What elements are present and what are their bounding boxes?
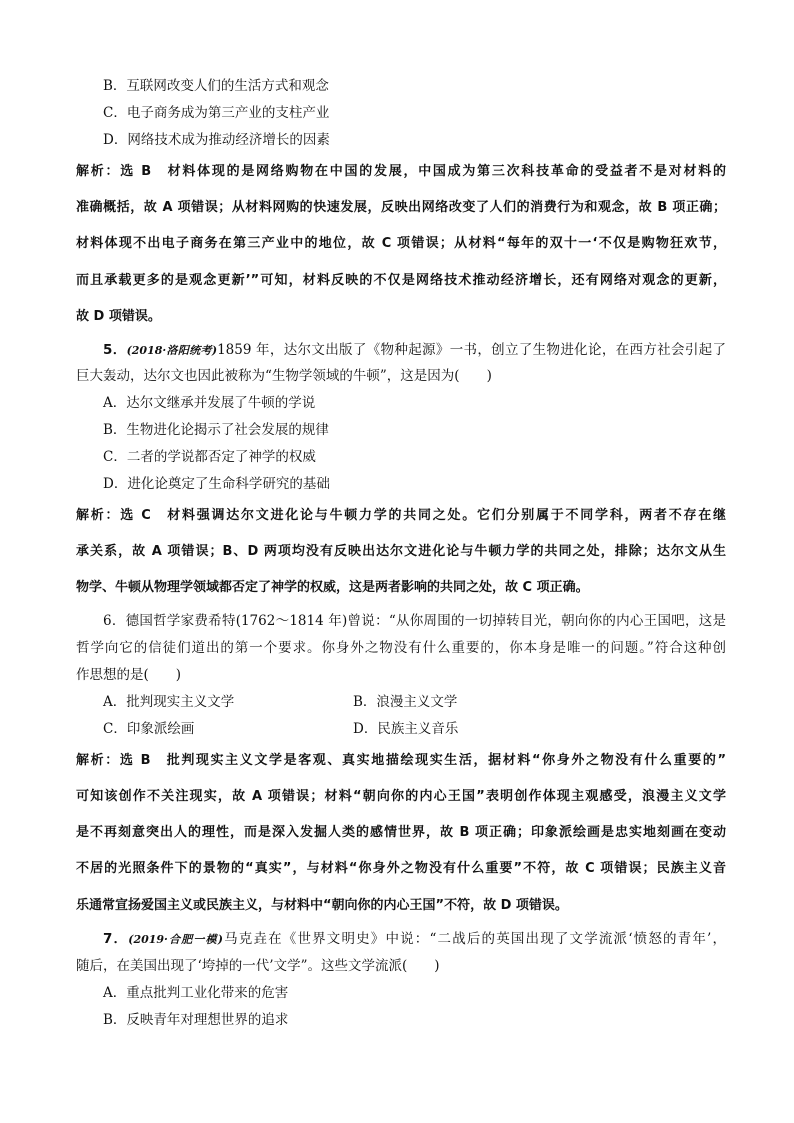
q4-analysis-line-5: 故 D 项错误。 — [76, 309, 161, 324]
q6-analysis-line-3: 是不再刻意突出人的理性，而是深入发掘人类的感情世界，故 B 项正确；印象派绘画是忠实地刻画在变动 — [76, 825, 726, 840]
q5-analysis-line-3: 物学、牛顿从物理学领域都否定了神学的权威，这是两者影响的共同之处，故 C 项正确。 — [76, 580, 589, 595]
q5-stem-line-1 — [103, 341, 726, 360]
q7-source: (2019·合肥一模) — [128, 933, 223, 946]
q5-number: 5． — [103, 342, 127, 358]
q4-option-d: D．网络技术成为推动经济增长的因素 — [103, 132, 330, 148]
q4-analysis-line-1: 解析：选 B 材料体现的是网络购物在中国的发展，中国成为第三次科技革命的受益者不是对材料的 — [76, 164, 726, 179]
q6-option-c: C．印象派绘画 — [103, 721, 195, 737]
q7-stem-line-1 — [103, 930, 726, 949]
q4-option-b: B．互联网改变人们的生活方式和观念 — [103, 78, 329, 94]
q7-option-a: A．重点批判工业化带来的危害 — [103, 985, 289, 1001]
q6-analysis-line-4: 不居的光照条件下的景物的“真实”，与材料“你身外之物没有什么重要”不符，故 C 项错误；民族主义音 — [76, 861, 726, 876]
q6-analysis-line-5: 乐通常宣扬爱国主义或民族主义，与材料中“朝向你的内心王国”不符，故 D 项错误。 — [76, 898, 568, 913]
q4-analysis-line-3: 材料体现不出电子商务在第三产业中的地位，故 C 项错误；从材料“每年的双十一‘不仅是购物狂欢节， — [76, 236, 726, 251]
q4-option-c: C．电子商务成为第三产业的支柱产业 — [103, 105, 330, 121]
q6-stem-line-2: 哲学向它的信徒们道出的第一个要求。你身外之物没有什么重要的，你本身是唯一的问题。”符合这种创 — [76, 640, 726, 656]
q5-analysis-line-1: 解析：选 C 材料强调达尔文进化论与牛顿力学的共同之处。它们分别属于不同学科，两者不存在继 — [76, 508, 726, 523]
q4-analysis-line-4: 而且承载更多的是观念更新’”可知，材料反映的不仅是网络技术推动经济增长，还有网络对观念的更新， — [76, 273, 726, 288]
q7-stem-line-2: 随后，在美国出现了‘垮掉的一代’文学”。这些文学流派( ) — [76, 958, 440, 974]
q7-number: 7． — [103, 931, 129, 947]
q6-option-d: D．民族主义音乐 — [353, 721, 459, 737]
q4-analysis-line-2: 准确概括，故 A 项错误；从材料网购的快速发展，反映出网络改变了人们的消费行为和观念，故 B 项正确； — [76, 200, 726, 215]
q5-option-c: C．二者的学说都否定了神学的权威 — [103, 449, 316, 465]
q5-stem-line-2: 巨大轰动，达尔文也因此被称为“生物学领域的牛顿”，这是因为( ) — [76, 368, 492, 384]
q7-option-b: B．反映青年对理想世界的追求 — [103, 1012, 289, 1028]
q5-analysis-line-2: 承关系，故 A 项错误；B、D 两项均没有反映出达尔文进化论与牛顿力学的共同之处，排除；达尔文从生 — [76, 544, 726, 559]
q5-option-b: B．生物进化论揭示了社会发展的规律 — [103, 422, 329, 438]
q6-option-a: A．批判现实主义文学 — [103, 694, 235, 710]
q6-option-b: B．浪漫主义文学 — [353, 694, 458, 710]
q7-stem-text: 马克垚在《世界文明史》中说：“二战后的英国出现了文学流派‘愤怒的青年’， — [222, 931, 726, 947]
q5-option-d: D．进化论奠定了生命科学研究的基础 — [103, 476, 330, 492]
q5-source: (2018·洛阳统考) — [126, 344, 218, 357]
q5-option-a: A．达尔文继承并发展了牛顿的学说 — [103, 395, 316, 411]
q5-stem-text: 1859 年，达尔文出版了《物种起源》一书，创立了生物进化论，在西方社会引起了 — [217, 342, 726, 358]
q6-analysis-line-1: 解析：选 B 批判现实主义文学是客观、真实地描绘现实生活，据材料“你身外之物没有什么重要的” — [76, 753, 726, 768]
q6-analysis-line-2: 可知该创作不关注现实，故 A 项错误；材料“朝向你的内心王国”表明创作体现主观感受，浪漫主义文学 — [76, 789, 726, 804]
q6-stem-line-3: 作思想的是( ) — [76, 667, 182, 683]
q6-stem-line-1: 6．德国哲学家费希特(1762～1814 年)曾说：“从你周围的一切掉转目光，朝向你的内心王国吧，这是 — [103, 613, 726, 629]
